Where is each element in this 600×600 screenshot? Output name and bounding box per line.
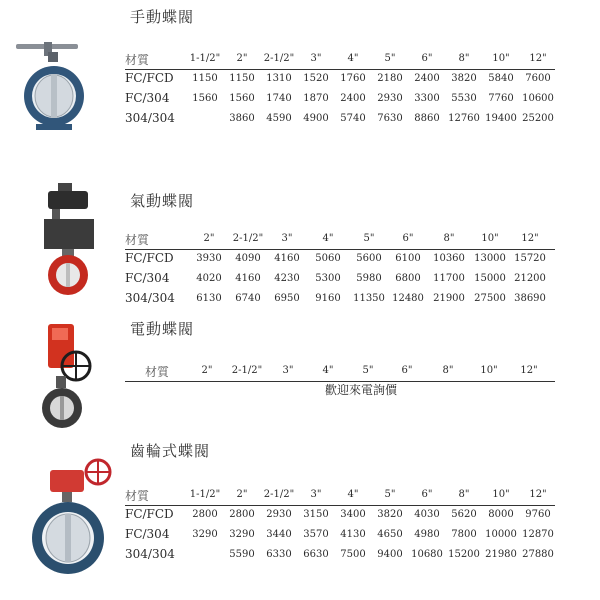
price-cell: 3300 — [414, 93, 440, 104]
price-cell: 10680 — [411, 549, 443, 560]
size-header: 2" — [203, 233, 215, 244]
size-header: 6" — [401, 365, 413, 376]
size-header: 8" — [458, 489, 470, 500]
price-cell: 6630 — [303, 549, 329, 560]
price-cell: 6740 — [235, 293, 261, 304]
price-cell: 3150 — [303, 509, 329, 520]
size-header: 4" — [322, 365, 334, 376]
size-header: 10" — [492, 53, 510, 64]
price-cell: 9400 — [377, 549, 403, 560]
table-row — [125, 110, 555, 130]
price-cell: 3290 — [192, 529, 218, 540]
price-cell: 4020 — [196, 273, 222, 284]
price-cell: 1310 — [266, 73, 292, 84]
price-cell: 2400 — [414, 73, 440, 84]
material-header: 材質 — [125, 53, 150, 67]
price-cell: 11700 — [433, 273, 465, 284]
pneumatic-price-table — [125, 230, 555, 310]
size-header: 12" — [520, 365, 538, 376]
size-header: 5" — [362, 365, 374, 376]
price-cell: 7500 — [340, 549, 366, 560]
price-cell: 15720 — [514, 253, 546, 264]
price-cell: 4230 — [274, 273, 300, 284]
material-label: FC/FCD — [125, 507, 174, 521]
material-label: 304/304 — [125, 111, 175, 125]
size-header: 4" — [322, 233, 334, 244]
price-cell: 12480 — [392, 293, 424, 304]
manual-valve-title: 手動蝶閥 — [130, 8, 195, 26]
price-cell: 15200 — [448, 549, 480, 560]
pneumatic-valve-title: 氣動蝶閥 — [130, 192, 195, 210]
size-header: 12" — [521, 233, 539, 244]
price-cell: 25200 — [522, 113, 554, 124]
price-cell: 4160 — [235, 273, 261, 284]
price-cell: 5600 — [356, 253, 382, 264]
price-cell: 4980 — [414, 529, 440, 540]
price-cell: 4160 — [274, 253, 300, 264]
price-cell: 2930 — [377, 93, 403, 104]
size-header: 6" — [421, 53, 433, 64]
size-header: 10" — [492, 489, 510, 500]
price-cell: 5740 — [340, 113, 366, 124]
price-cell: 2180 — [377, 73, 403, 84]
price-cell: 9760 — [525, 509, 551, 520]
price-cell: 12760 — [448, 113, 480, 124]
price-cell: 1740 — [266, 93, 292, 104]
price-cell: 5840 — [488, 73, 514, 84]
table-header-row — [125, 50, 555, 70]
price-cell: 13000 — [474, 253, 506, 264]
price-cell: 7760 — [488, 93, 514, 104]
price-cell: 9160 — [315, 293, 341, 304]
size-header: 10" — [480, 365, 498, 376]
price-cell: 2800 — [192, 509, 218, 520]
gear-price-table — [125, 486, 555, 566]
material-label: FC/304 — [125, 527, 170, 541]
pneumatic-butterfly-valve-image — [40, 183, 100, 301]
price-cell: 3440 — [266, 529, 292, 540]
price-cell: 38690 — [514, 293, 546, 304]
table-row — [125, 70, 555, 90]
table-row — [125, 526, 555, 546]
price-cell: 10000 — [485, 529, 517, 540]
size-header: 3" — [310, 53, 322, 64]
size-header: 5" — [363, 233, 375, 244]
table-row — [125, 546, 555, 566]
size-header: 1-1/2" — [189, 489, 221, 500]
material-label: FC/FCD — [125, 71, 174, 85]
price-cell: 6100 — [395, 253, 421, 264]
size-header: 6" — [421, 489, 433, 500]
price-cell: 3570 — [303, 529, 329, 540]
price-cell: 2930 — [266, 509, 292, 520]
price-cell: 8000 — [488, 509, 514, 520]
price-cell: 1560 — [192, 93, 218, 104]
price-cell: 21900 — [433, 293, 465, 304]
material-header: 材質 — [145, 365, 170, 379]
price-cell: 5060 — [315, 253, 341, 264]
material-label: FC/304 — [125, 91, 170, 105]
price-cell: 12870 — [522, 529, 554, 540]
size-header: 8" — [458, 53, 470, 64]
size-header: 2" — [236, 489, 248, 500]
price-cell: 4130 — [340, 529, 366, 540]
price-cell: 2800 — [229, 509, 255, 520]
size-header: 4" — [347, 53, 359, 64]
size-header: 5" — [384, 489, 396, 500]
price-cell: 10360 — [433, 253, 465, 264]
material-header: 材質 — [125, 233, 150, 247]
price-inquiry-note: 歡迎來電詢價 — [325, 383, 398, 397]
size-header: 12" — [529, 489, 547, 500]
price-cell: 7600 — [525, 73, 551, 84]
price-cell: 3290 — [229, 529, 255, 540]
price-cell: 1520 — [303, 73, 329, 84]
table-header-row — [125, 486, 555, 506]
price-cell: 3400 — [340, 509, 366, 520]
price-cell: 3930 — [196, 253, 222, 264]
electric-valve-title: 電動蝶閥 — [130, 320, 195, 338]
electric-butterfly-valve-image — [40, 322, 96, 434]
price-cell: 4030 — [414, 509, 440, 520]
price-cell: 5530 — [451, 93, 477, 104]
material-label: 304/304 — [125, 547, 175, 561]
price-cell: 7800 — [451, 529, 477, 540]
price-cell: 11350 — [353, 293, 385, 304]
material-label: 304/304 — [125, 291, 175, 305]
size-header: 10" — [481, 233, 499, 244]
manual-butterfly-valve-image — [14, 38, 114, 134]
size-header: 4" — [347, 489, 359, 500]
size-header: 2-1/2" — [232, 233, 264, 244]
table-row — [125, 290, 555, 310]
price-cell: 5620 — [451, 509, 477, 520]
manual-price-table — [125, 50, 555, 130]
size-header: 3" — [282, 365, 294, 376]
price-cell: 3860 — [229, 113, 255, 124]
price-cell: 21980 — [485, 549, 517, 560]
price-cell: 10600 — [522, 93, 554, 104]
price-cell: 1150 — [192, 73, 218, 84]
size-header: 5" — [384, 53, 396, 64]
material-label: FC/FCD — [125, 251, 174, 265]
price-cell: 4650 — [377, 529, 403, 540]
table-row — [125, 90, 555, 110]
size-header: 3" — [281, 233, 293, 244]
size-header: 2" — [236, 53, 248, 64]
price-cell: 1150 — [229, 73, 255, 84]
price-cell: 19400 — [485, 113, 517, 124]
table-row — [125, 270, 555, 290]
price-cell: 3820 — [451, 73, 477, 84]
price-cell: 27880 — [522, 549, 554, 560]
price-cell: 7630 — [377, 113, 403, 124]
gear-valve-title: 齒輪式蝶閥 — [130, 442, 211, 460]
price-cell: 15000 — [474, 273, 506, 284]
price-cell: 5980 — [356, 273, 382, 284]
price-cell: 6800 — [395, 273, 421, 284]
electric-price-table — [125, 362, 555, 397]
price-cell: 6330 — [266, 549, 292, 560]
table-header-row — [125, 362, 555, 382]
table-header-row — [125, 230, 555, 250]
price-cell: 5590 — [229, 549, 255, 560]
size-header: 2-1/2" — [231, 365, 263, 376]
size-header: 3" — [310, 489, 322, 500]
price-cell: 2400 — [340, 93, 366, 104]
price-cell: 21200 — [514, 273, 546, 284]
size-header: 12" — [529, 53, 547, 64]
price-cell: 5300 — [315, 273, 341, 284]
price-cell: 1560 — [229, 93, 255, 104]
material-label: FC/304 — [125, 271, 170, 285]
price-cell: 4900 — [303, 113, 329, 124]
price-cell: 8860 — [414, 113, 440, 124]
size-header: 8" — [443, 233, 455, 244]
size-header: 6" — [402, 233, 414, 244]
table-row — [125, 506, 555, 526]
price-cell: 4090 — [235, 253, 261, 264]
price-cell: 3820 — [377, 509, 403, 520]
price-cell: 4590 — [266, 113, 292, 124]
material-header: 材質 — [125, 489, 150, 503]
size-header: 1-1/2" — [189, 53, 221, 64]
price-cell: 6950 — [274, 293, 300, 304]
price-cell: 6130 — [196, 293, 222, 304]
size-header: 2-1/2" — [263, 53, 295, 64]
size-header: 2-1/2" — [263, 489, 295, 500]
gear-butterfly-valve-image — [28, 458, 112, 578]
size-header: 8" — [442, 365, 454, 376]
size-header: 2" — [201, 365, 213, 376]
price-cell: 1760 — [340, 73, 366, 84]
price-cell: 1870 — [303, 93, 329, 104]
table-row — [125, 250, 555, 270]
price-cell: 27500 — [474, 293, 506, 304]
